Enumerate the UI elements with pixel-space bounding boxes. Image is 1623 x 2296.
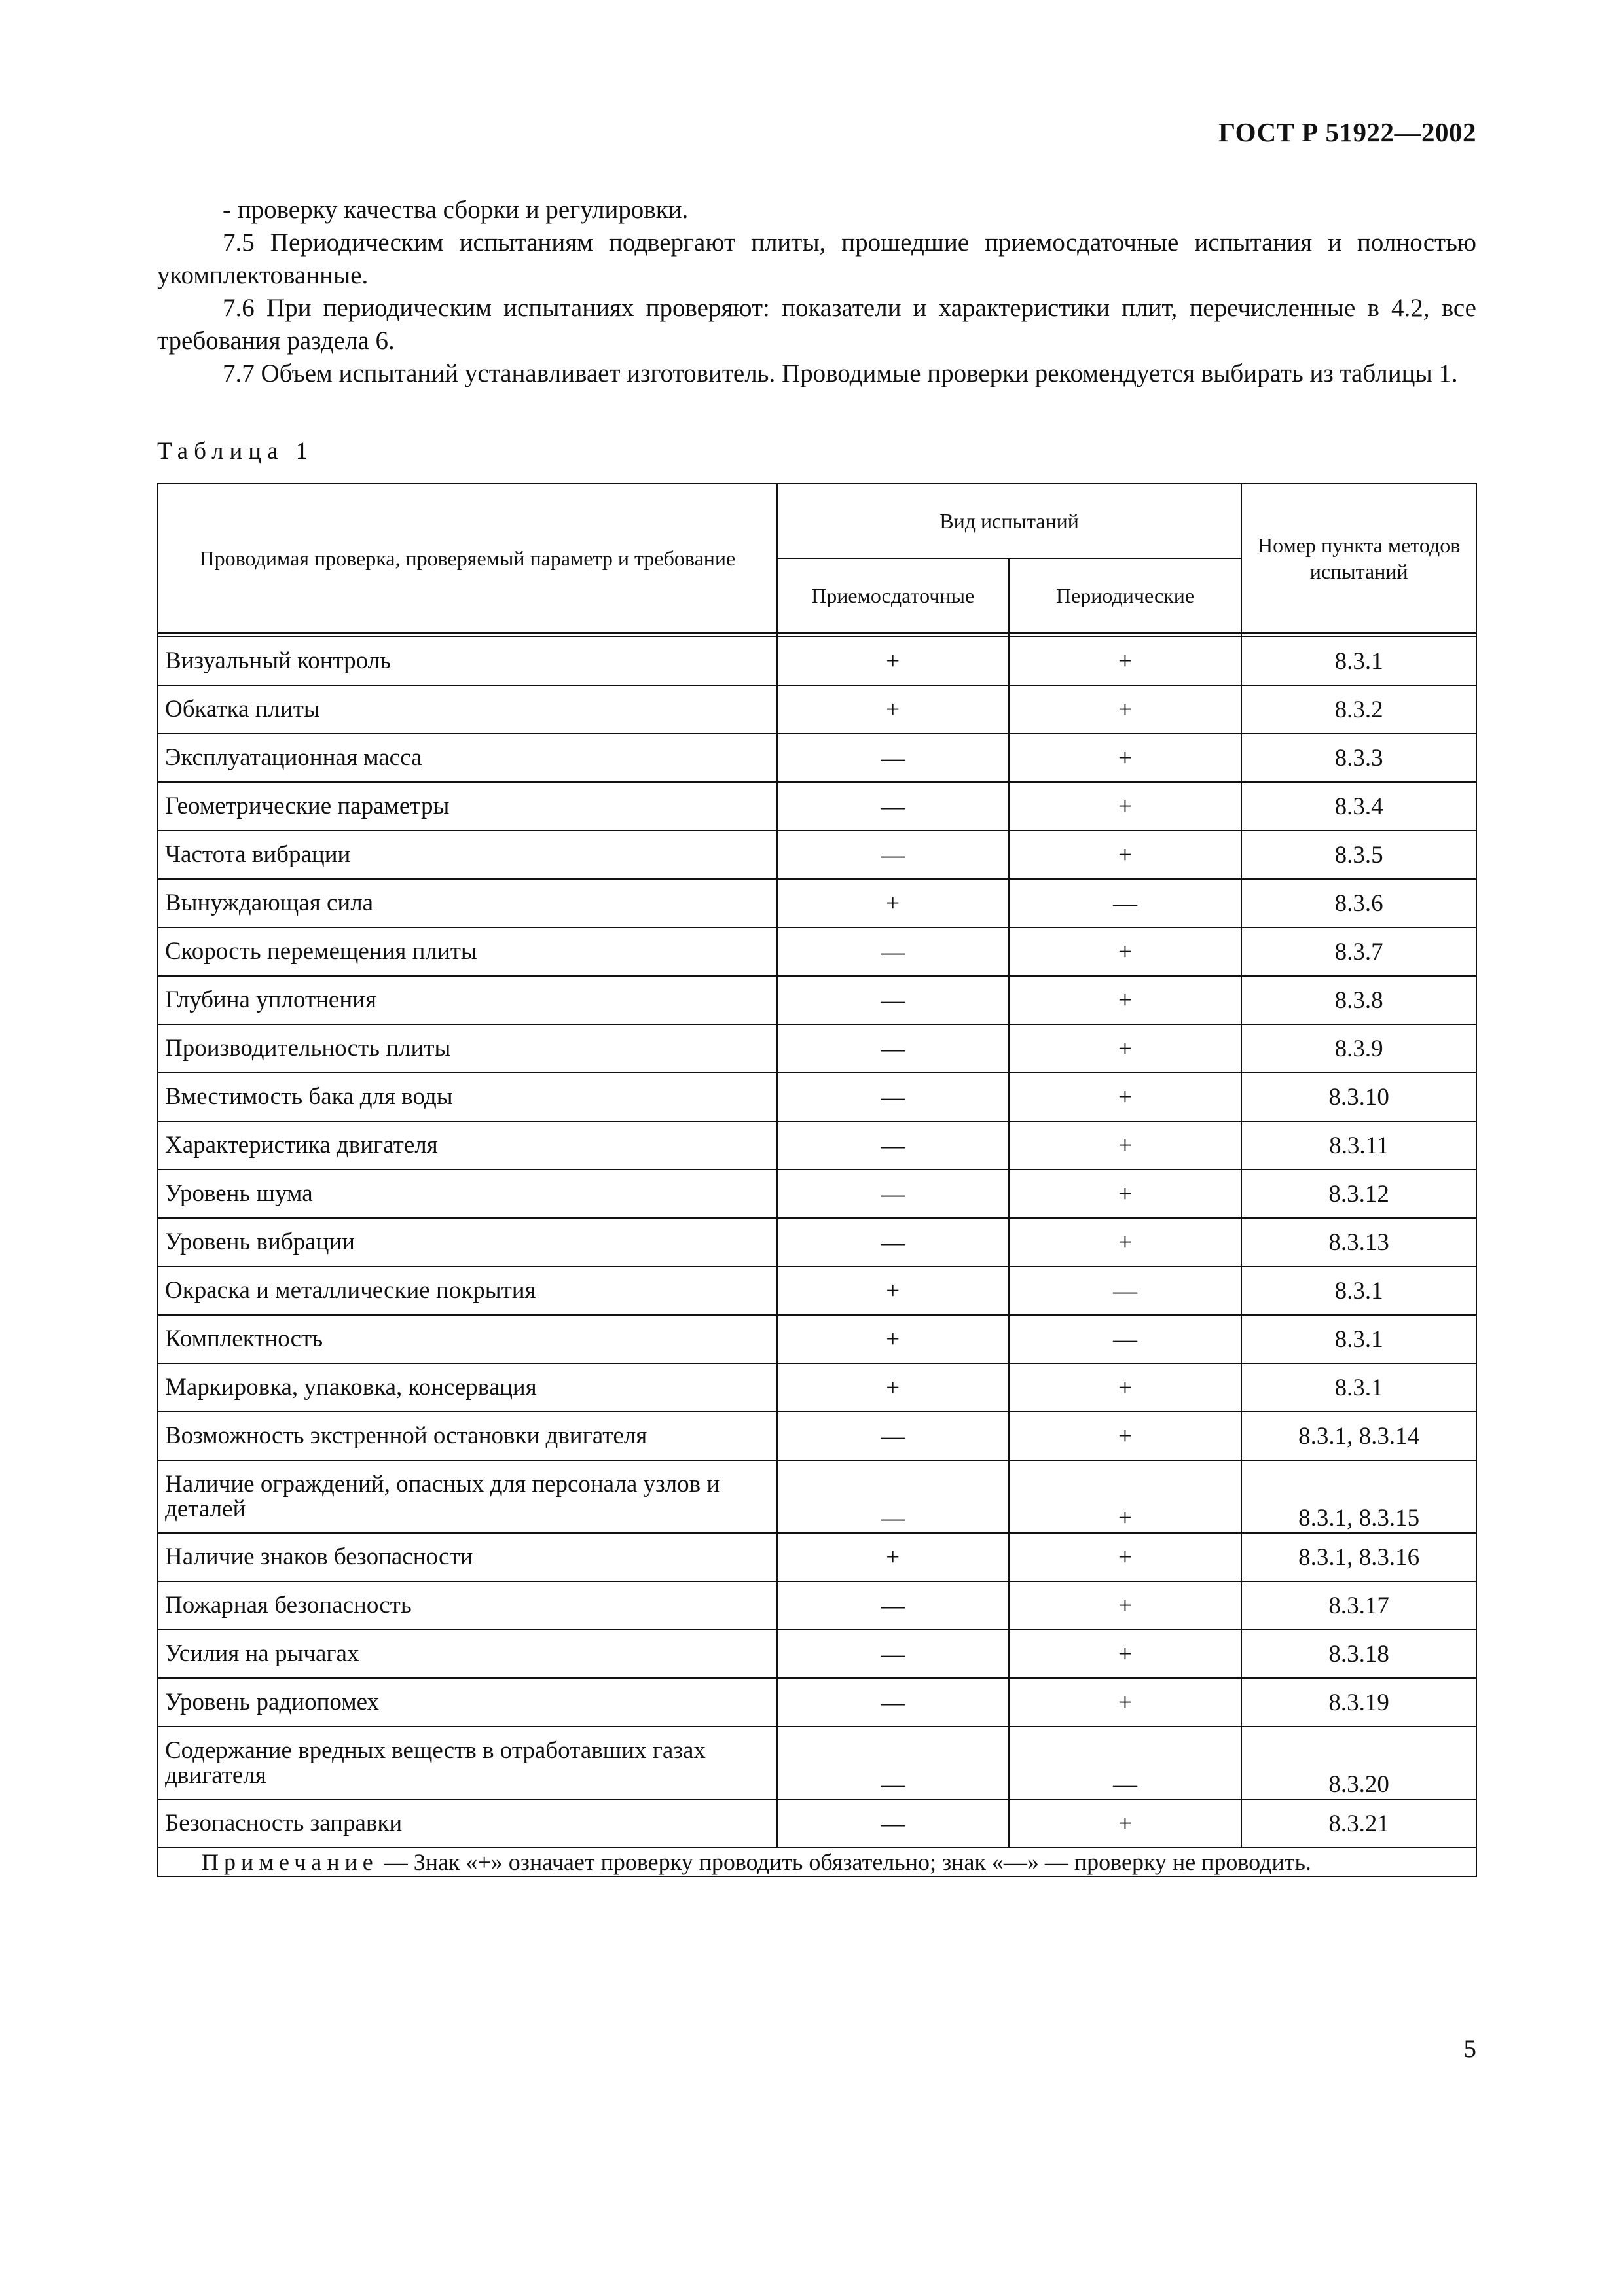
- column-header-check: Проводимая проверка, проверяемый параметр и требование: [158, 484, 777, 633]
- column-header-acceptance: Приемосдаточные: [777, 558, 1009, 633]
- row-check-name: Визуальный контроль: [158, 637, 777, 685]
- table-row: [158, 1581, 1476, 1630]
- table-row: [158, 1630, 1476, 1678]
- row-method-ref: 8.3.8: [1241, 976, 1476, 1024]
- row-periodic-mark: +: [1009, 927, 1242, 976]
- table-row: [158, 1024, 1476, 1073]
- row-acceptance-mark: —: [777, 1727, 1009, 1799]
- row-acceptance-mark: —: [777, 1460, 1009, 1533]
- row-acceptance-mark: —: [777, 782, 1009, 831]
- row-periodic-mark: +: [1009, 1799, 1242, 1848]
- row-acceptance-mark: +: [777, 637, 1009, 685]
- column-header-periodic: Периодические: [1009, 558, 1242, 633]
- row-acceptance-mark: —: [777, 1630, 1009, 1678]
- row-acceptance-mark: +: [777, 1266, 1009, 1315]
- table-caption: Таблица 1: [157, 438, 314, 465]
- row-acceptance-mark: —: [777, 1799, 1009, 1848]
- row-acceptance-mark: +: [777, 685, 1009, 734]
- row-acceptance-mark: —: [777, 1073, 1009, 1121]
- table-row: [158, 1460, 1476, 1533]
- row-periodic-mark: +: [1009, 637, 1242, 685]
- row-method-ref: 8.3.1, 8.3.16: [1241, 1533, 1476, 1581]
- table-row: [158, 1678, 1476, 1727]
- row-check-name: Уровень шума: [158, 1170, 777, 1218]
- paragraph-7-7: 7.7 Объем испытаний устанавливает изготовитель. Проводимые проверки рекомендуется выбирать из таблицы 1.: [223, 359, 1458, 387]
- row-periodic-mark: +: [1009, 1121, 1242, 1170]
- table-row: [158, 1315, 1476, 1363]
- note-text: — Знак «+» означает проверку проводить обязательно; знак «—» — проверку не проводить.: [378, 1849, 1311, 1875]
- row-periodic-mark: +: [1009, 831, 1242, 879]
- row-method-ref: 8.3.1: [1241, 1315, 1476, 1363]
- row-periodic-mark: +: [1009, 1024, 1242, 1073]
- row-check-name: Вынуждающая сила: [158, 879, 777, 927]
- row-check-name: Обкатка плиты: [158, 685, 777, 734]
- row-check-name: Окраска и металлические покрытия: [158, 1266, 777, 1315]
- tests-table: [157, 483, 1477, 1877]
- row-method-ref: 8.3.12: [1241, 1170, 1476, 1218]
- row-method-ref: 8.3.1: [1241, 637, 1476, 685]
- row-method-ref: 8.3.19: [1241, 1678, 1476, 1727]
- row-periodic-mark: —: [1009, 1315, 1242, 1363]
- row-acceptance-mark: —: [777, 1218, 1009, 1266]
- document-code: ГОСТ Р 51922—2002: [1218, 117, 1476, 147]
- row-check-name: Усилия на рычагах: [158, 1630, 777, 1678]
- row-acceptance-mark: +: [777, 1363, 1009, 1412]
- row-check-name: Скорость перемещения плиты: [158, 927, 777, 976]
- row-check-name: Наличие знаков безопасности: [158, 1533, 777, 1581]
- row-method-ref: 8.3.13: [1241, 1218, 1476, 1266]
- row-acceptance-mark: —: [777, 734, 1009, 782]
- row-check-name: Наличие ограждений, опасных для персонала узлов и деталей: [158, 1460, 777, 1533]
- row-periodic-mark: +: [1009, 1170, 1242, 1218]
- table-row: [158, 1727, 1476, 1799]
- row-periodic-mark: —: [1009, 1266, 1242, 1315]
- row-check-name: Частота вибрации: [158, 831, 777, 879]
- column-header-test-type: Вид испытаний: [777, 484, 1242, 558]
- row-acceptance-mark: —: [777, 1024, 1009, 1073]
- row-method-ref: 8.3.2: [1241, 685, 1476, 734]
- table-row: [158, 1121, 1476, 1170]
- table-row: [158, 927, 1476, 976]
- row-method-ref: 8.3.6: [1241, 879, 1476, 927]
- table-row: [158, 1533, 1476, 1581]
- row-periodic-mark: +: [1009, 1581, 1242, 1630]
- row-acceptance-mark: —: [777, 1581, 1009, 1630]
- row-periodic-mark: +: [1009, 1460, 1242, 1533]
- row-acceptance-mark: +: [777, 1315, 1009, 1363]
- row-acceptance-mark: +: [777, 879, 1009, 927]
- table-row: [158, 1363, 1476, 1412]
- row-method-ref: 8.3.1: [1241, 1266, 1476, 1315]
- row-method-ref: 8.3.7: [1241, 927, 1476, 976]
- row-periodic-mark: +: [1009, 685, 1242, 734]
- row-check-name: Глубина уплотнения: [158, 976, 777, 1024]
- table-row: [158, 831, 1476, 879]
- table-row: [158, 637, 1476, 685]
- paragraph-7-5: 7.5 Периодическим испытаниям подвергают плиты, прошедшие приемосдаточные испытания и полностью укомплектованные.: [157, 228, 1476, 289]
- row-check-name: Пожарная безопасность: [158, 1581, 777, 1630]
- row-check-name: Производительность плиты: [158, 1024, 777, 1073]
- row-check-name: Геометрические параметры: [158, 782, 777, 831]
- row-check-name: Уровень вибрации: [158, 1218, 777, 1266]
- row-periodic-mark: +: [1009, 1363, 1242, 1412]
- row-method-ref: 8.3.3: [1241, 734, 1476, 782]
- row-periodic-mark: +: [1009, 1630, 1242, 1678]
- table-row: [158, 879, 1476, 927]
- row-check-name: Комплектность: [158, 1315, 777, 1363]
- row-method-ref: 8.3.17: [1241, 1581, 1476, 1630]
- row-periodic-mark: —: [1009, 879, 1242, 927]
- row-method-ref: 8.3.1: [1241, 1363, 1476, 1412]
- row-periodic-mark: +: [1009, 782, 1242, 831]
- table-row: [158, 1073, 1476, 1121]
- note-label: Примечание: [202, 1849, 378, 1875]
- row-check-name: Содержание вредных веществ в отработавших газах двигателя: [158, 1727, 777, 1799]
- table-row: [158, 1170, 1476, 1218]
- row-check-name: Безопасность заправки: [158, 1799, 777, 1848]
- table-row: [158, 734, 1476, 782]
- paragraph-assembly-check: - проверку качества сборки и регулировки.: [223, 196, 689, 224]
- row-periodic-mark: +: [1009, 976, 1242, 1024]
- paragraph-7-6: 7.6 При периодическим испытаниях проверяют: показатели и характеристики плит, перечисленные в 4.2, все требования раздела 6.: [157, 294, 1476, 355]
- table-row: [158, 782, 1476, 831]
- table-row: [158, 685, 1476, 734]
- table-row: [158, 1266, 1476, 1315]
- row-periodic-mark: +: [1009, 1678, 1242, 1727]
- row-check-name: Характеристика двигателя: [158, 1121, 777, 1170]
- row-method-ref: 8.3.9: [1241, 1024, 1476, 1073]
- row-method-ref: 8.3.18: [1241, 1630, 1476, 1678]
- row-check-name: Уровень радиопомех: [158, 1678, 777, 1727]
- row-acceptance-mark: +: [777, 1533, 1009, 1581]
- row-periodic-mark: +: [1009, 1218, 1242, 1266]
- row-method-ref: 8.3.5: [1241, 831, 1476, 879]
- row-method-ref: 8.3.4: [1241, 782, 1476, 831]
- row-acceptance-mark: —: [777, 831, 1009, 879]
- row-check-name: Вместимость бака для воды: [158, 1073, 777, 1121]
- table-row: [158, 1412, 1476, 1460]
- column-header-method: Номер пункта методов испытаний: [1241, 484, 1476, 633]
- table-row: [158, 1218, 1476, 1266]
- row-periodic-mark: +: [1009, 1412, 1242, 1460]
- row-check-name: Возможность экстренной остановки двигателя: [158, 1412, 777, 1460]
- table-body: [158, 637, 1476, 1848]
- table-row: [158, 976, 1476, 1024]
- table-note: [158, 1848, 1476, 1876]
- row-acceptance-mark: —: [777, 1121, 1009, 1170]
- row-check-name: Эксплуатационная масса: [158, 734, 777, 782]
- row-acceptance-mark: —: [777, 1412, 1009, 1460]
- row-acceptance-mark: —: [777, 1678, 1009, 1727]
- row-acceptance-mark: —: [777, 976, 1009, 1024]
- row-periodic-mark: +: [1009, 1073, 1242, 1121]
- row-method-ref: 8.3.20: [1241, 1727, 1476, 1799]
- row-acceptance-mark: —: [777, 1170, 1009, 1218]
- row-method-ref: 8.3.11: [1241, 1121, 1476, 1170]
- row-method-ref: 8.3.1, 8.3.14: [1241, 1412, 1476, 1460]
- row-periodic-mark: +: [1009, 734, 1242, 782]
- row-check-name: Маркировка, упаковка, консервация: [158, 1363, 777, 1412]
- row-method-ref: 8.3.10: [1241, 1073, 1476, 1121]
- table-row: [158, 1799, 1476, 1848]
- row-periodic-mark: +: [1009, 1533, 1242, 1581]
- page-number: 5: [1463, 2035, 1476, 2063]
- row-acceptance-mark: —: [777, 927, 1009, 976]
- row-periodic-mark: —: [1009, 1727, 1242, 1799]
- row-method-ref: 8.3.1, 8.3.15: [1241, 1460, 1476, 1533]
- row-method-ref: 8.3.21: [1241, 1799, 1476, 1848]
